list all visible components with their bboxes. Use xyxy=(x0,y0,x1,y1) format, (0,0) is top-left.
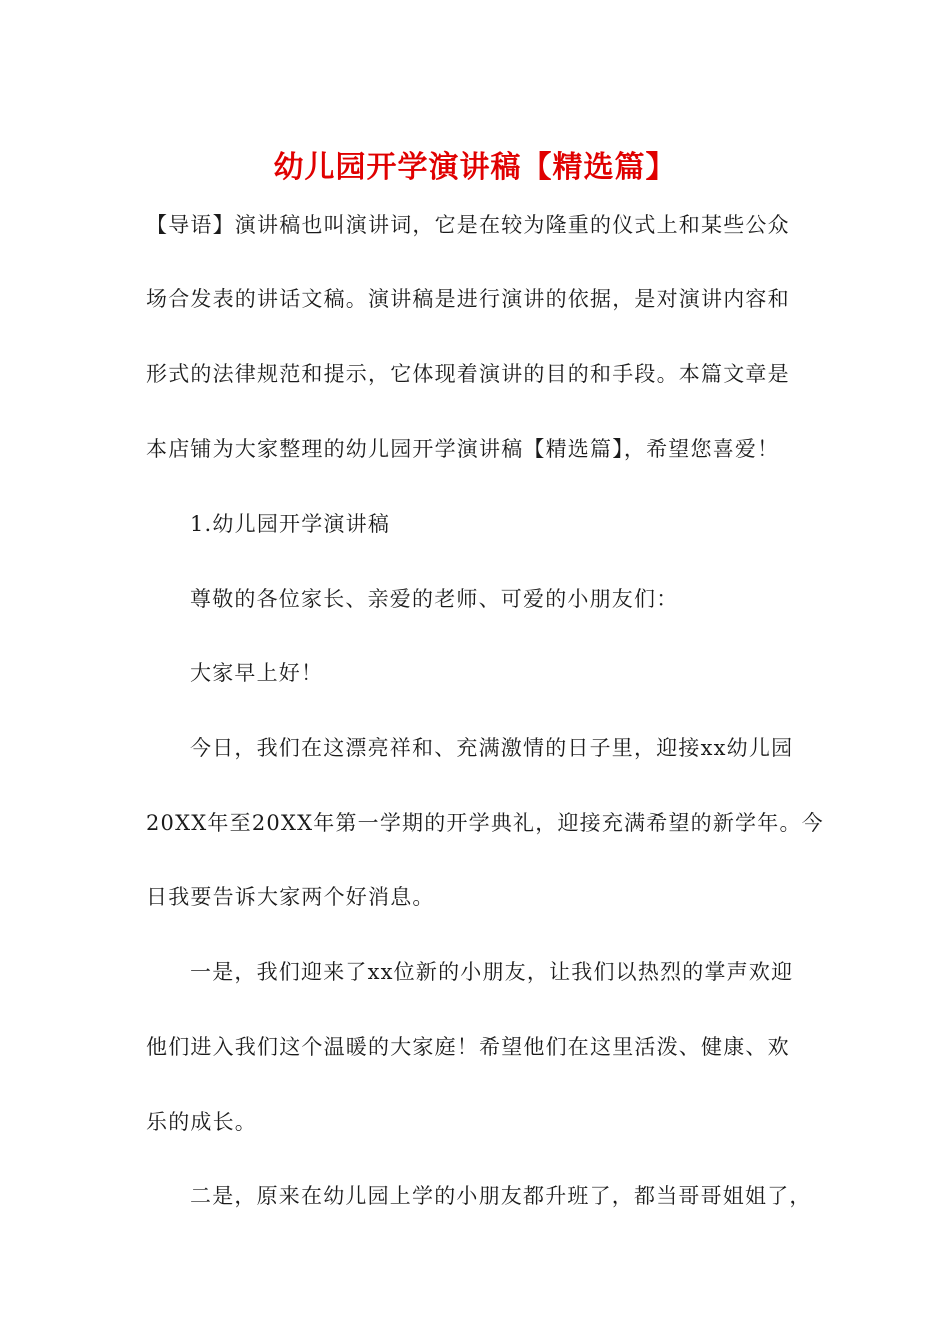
intro-line-4: 本店铺为大家整理的幼儿园开学演讲稿【精选篇】，希望您喜爱！ xyxy=(146,437,780,461)
intro-line-1: 【导语】演讲稿也叫演讲词，它是在较为隆重的仪式上和某些公众 xyxy=(146,213,790,237)
paragraph-2-line-2: 他们进入我们这个温暖的大家庭！希望他们在这里活泼、健康、欢 xyxy=(146,1035,790,1059)
document-title: 幼儿园开学演讲稿【精选篇】 xyxy=(273,150,677,185)
paragraph-2-line-3: 乐的成长。 xyxy=(146,1110,257,1134)
salutation-line: 尊敬的各位家长、亲爱的老师、可爱的小朋友们： xyxy=(190,587,679,611)
paragraph-1-line-3: 日我要告诉大家两个好消息。 xyxy=(146,885,435,909)
paragraph-1-line-2: 20XX年至20XX年第一学期的开学典礼，迎接充满希望的新学年。今 xyxy=(146,811,824,835)
intro-line-3: 形式的法律规范和提示，它体现着演讲的目的和手段。本篇文章是 xyxy=(146,362,790,386)
paragraph-2-line-1: 一是，我们迎来了xx位新的小朋友，让我们以热烈的掌声欢迎 xyxy=(190,960,794,984)
intro-line-2: 场合发表的讲话文稿。演讲稿是进行演讲的依据，是对演讲内容和 xyxy=(146,287,790,311)
section-heading: 1.幼儿园开学演讲稿 xyxy=(190,512,391,536)
paragraph-3-line-1: 二是，原来在幼儿园上学的小朋友都升班了，都当哥哥姐姐了， xyxy=(190,1184,812,1208)
paragraph-1-line-1: 今日，我们在这漂亮祥和、充满激情的日子里，迎接xx幼儿园 xyxy=(190,736,794,760)
greeting-line: 大家早上好！ xyxy=(190,661,324,685)
